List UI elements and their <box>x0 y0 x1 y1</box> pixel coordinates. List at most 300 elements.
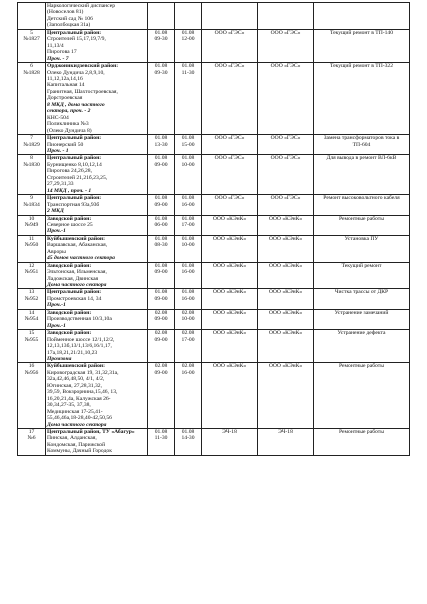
row-number: 7 <box>30 135 33 142</box>
work-description: Для вывода в ремонт ВЛ-6кВ <box>326 155 397 162</box>
table-row <box>18 289 410 309</box>
address-lines <box>47 269 146 288</box>
district-name: Заводской район: <box>47 215 92 222</box>
end-date: 01.08 <box>181 29 195 36</box>
row-number: 11 <box>28 235 35 242</box>
start-time: 09-00 <box>154 295 168 302</box>
start-date: 01.08 <box>154 29 168 36</box>
date-cell <box>148 195 175 215</box>
start-date: 01.08 <box>154 215 168 222</box>
address-line: Дома частного сектора <box>47 282 107 289</box>
organization-name: ООО «ГЭС» <box>214 63 245 70</box>
address-line: Пирогова 24,26,28, <box>47 168 93 175</box>
address-line: Поликлиника №3 <box>47 121 89 128</box>
work-description: Ремонтные работы <box>339 429 384 435</box>
address-cell <box>46 63 148 135</box>
start-date: 01.08 <box>154 155 168 162</box>
work-description: Установка ПУ <box>344 235 379 242</box>
address-line: Олеко Дундича 2,8,9,10, <box>47 69 105 76</box>
address-lines <box>47 370 146 428</box>
work-cell <box>314 3 410 30</box>
address-line: КНС-504 <box>47 114 69 121</box>
row-request-id: №954 <box>24 316 39 323</box>
address-line: Северное шоссе 25 <box>47 221 93 228</box>
start-date: 01.08 <box>154 289 168 296</box>
address-cell <box>46 309 148 329</box>
organization-cell <box>202 309 258 329</box>
row-request-id: №6 <box>27 435 36 442</box>
address-line: Дома частного сектора <box>47 421 107 428</box>
start-time: 09-30 <box>154 69 168 76</box>
address-line: 8 МКД , дома частного <box>47 101 105 108</box>
end-date: 01.08 <box>181 135 195 142</box>
work-description: Ремонтные работы <box>339 215 384 222</box>
end-date: 02.08 <box>181 363 195 370</box>
address-line: Пирогова 17 <box>47 49 77 56</box>
organization-cell <box>202 135 258 155</box>
row-number: 12 <box>28 262 35 269</box>
table-row <box>18 309 410 329</box>
end-cell <box>175 363 202 429</box>
address-line: Кондомская, Парижской <box>47 441 106 448</box>
address-lines <box>47 162 146 194</box>
district-name: Куйбышевский район: <box>47 235 105 242</box>
end-time: 17-00 <box>181 221 195 228</box>
end-date: 01.08 <box>181 195 195 202</box>
executor-cell <box>258 63 314 135</box>
end-time: 16-00 <box>181 369 195 376</box>
work-cell <box>314 63 410 135</box>
address-lines <box>47 337 146 363</box>
executor-cell <box>258 289 314 309</box>
address-line: 55,46,46а,18-28,40-42,50,56 <box>47 415 112 422</box>
start-time: 09-00 <box>154 316 168 323</box>
organization-cell <box>202 3 258 30</box>
address-line: Проч.-1 <box>47 302 66 309</box>
date-cell <box>148 215 175 235</box>
end-date: 01.08 <box>181 429 195 435</box>
address-line: Авроры <box>47 248 66 255</box>
address-line: 17а,18,21,21/21,10,23 <box>47 349 98 356</box>
table-row <box>18 330 410 363</box>
end-time: 10-00 <box>181 242 195 249</box>
district-name: Куйбышевский район: <box>47 363 105 370</box>
table-row <box>18 155 410 195</box>
row-number-cell <box>18 63 46 135</box>
work-cell <box>314 289 410 309</box>
work-cell <box>314 429 410 456</box>
address-line: Югинская, 27,28,31,32, <box>47 382 102 389</box>
table-row <box>18 135 410 155</box>
address-line: 11,12,12а,14,16 <box>47 75 83 82</box>
executor-name: ООО «КЭнК» <box>268 363 303 370</box>
district-name: Заводской район: <box>47 330 92 337</box>
end-date: 01.08 <box>181 262 195 269</box>
end-cell <box>175 29 202 62</box>
start-time: 09-30 <box>154 36 168 43</box>
address-line: Проч. - 7 <box>47 55 69 62</box>
work-description: Ремонт высоковольтного кабеля <box>323 195 400 202</box>
executor-name: ООО «КЭнК» <box>268 330 303 337</box>
address-lines <box>47 316 146 329</box>
start-date: 01.08 <box>154 262 168 269</box>
address-line: 39,59, Вокзрорнина,15,46, 13, <box>47 389 118 396</box>
table-row <box>18 29 410 62</box>
organization-name: ООО «КЭнК» <box>212 289 247 296</box>
work-description: Устранение дефекта <box>337 330 386 337</box>
executor-cell <box>258 215 314 235</box>
district-name: Центральный район: <box>47 135 102 142</box>
row-number-cell <box>18 235 46 262</box>
end-date: 01.08 <box>181 289 195 296</box>
row-number: 14 <box>28 309 35 316</box>
row-request-id: №950 <box>24 242 39 249</box>
address-cell <box>46 215 148 235</box>
address-line: Кировоградская 19, 31,32,31а, <box>47 369 119 376</box>
work-cell <box>314 235 410 262</box>
end-cell <box>175 155 202 195</box>
end-cell <box>175 3 202 30</box>
organization-cell <box>202 289 258 309</box>
executor-name: ООО «ГЭС» <box>270 195 301 202</box>
end-cell <box>175 262 202 289</box>
date-cell <box>148 29 175 62</box>
date-cell <box>148 262 175 289</box>
end-time: 16-00 <box>181 201 195 208</box>
address-lines <box>47 435 146 454</box>
address-line: 27,29,31,33 <box>47 181 74 188</box>
address-line: Проч.-1 <box>47 322 66 329</box>
organization-name: ООО «КЭнК» <box>212 309 247 316</box>
executor-name: ООО «КЭнК» <box>268 262 303 269</box>
end-cell <box>175 63 202 135</box>
start-date: 01.08 <box>154 195 168 202</box>
address-line: Строителей 15,17,19,7/9, <box>47 36 106 43</box>
organization-name: ООО «КЭнК» <box>212 235 247 242</box>
document-page <box>17 2 409 456</box>
organization-name: ООО «ГЭС» <box>214 135 245 142</box>
executor-name: ООО «ГЭС» <box>270 155 301 162</box>
row-number: 6 <box>30 63 33 70</box>
district-name: Центральный район: <box>47 195 102 202</box>
work-cell <box>314 195 410 215</box>
date-cell <box>148 155 175 195</box>
address-line: сектора, проч. - 2 <box>47 108 91 115</box>
start-time: 09-00 <box>154 269 168 276</box>
end-date: 01.08 <box>181 155 195 162</box>
address-line: Промстроевская 14, 34 <box>47 295 102 302</box>
row-number: 9 <box>30 195 33 202</box>
work-description: Текущий ремонт в ТП-322 <box>329 63 394 70</box>
end-time: 12-00 <box>181 36 195 43</box>
end-time: 17-00 <box>181 336 195 343</box>
table-row <box>18 262 410 289</box>
work-description: Ремонтные работы <box>339 363 384 370</box>
district-name: Заводской район: <box>47 309 92 316</box>
date-cell <box>148 135 175 155</box>
executor-cell <box>258 3 314 30</box>
executor-name: ООО «ГЭС» <box>270 63 301 70</box>
address-line: 12,13,13б,13/1,13/6,16/1,17, <box>47 343 112 350</box>
end-time: 11-30 <box>181 69 195 76</box>
organization-name: ЭЧ-18 <box>222 429 237 435</box>
work-cell <box>314 330 410 363</box>
address-lines <box>47 222 146 235</box>
table-row <box>18 235 410 262</box>
address-line: Проч.-1 <box>47 228 66 235</box>
work-description: Замена трансформаторов тока в ТП-604 <box>323 135 401 148</box>
row-number-cell <box>18 363 46 429</box>
address-line: 11,13/4 <box>47 42 64 49</box>
row-number-cell <box>18 29 46 62</box>
end-date: 02.08 <box>181 330 195 337</box>
end-time: 16-00 <box>181 269 195 276</box>
organization-cell <box>202 155 258 195</box>
work-cell <box>314 363 410 429</box>
address-line: Пойменное шоссе 12/1,12/2, <box>47 336 115 343</box>
start-date: 01.08 <box>154 235 168 242</box>
end-cell <box>175 135 202 155</box>
work-description: Чистка трассы от ДКР <box>334 289 389 296</box>
address-line: 45 домов частного сектора <box>47 255 115 262</box>
end-cell <box>175 429 202 456</box>
executor-cell <box>258 363 314 429</box>
end-cell <box>175 195 202 215</box>
address-line: Промзона <box>47 356 72 363</box>
executor-cell <box>258 262 314 289</box>
end-cell <box>175 309 202 329</box>
executor-name: ООО «КЭнК» <box>268 309 303 316</box>
row-request-id: №952 <box>24 295 39 302</box>
address-line: Наркологический диспансер <box>47 3 115 9</box>
address-line: (Олеко Дундича 8) <box>47 127 92 134</box>
table-row <box>18 63 410 135</box>
date-cell <box>148 235 175 262</box>
row-number: 10 <box>28 215 35 222</box>
address-cell <box>46 330 148 363</box>
table-row <box>18 363 410 429</box>
executor-name: ООО «ГЭС» <box>270 135 301 142</box>
date-cell <box>148 3 175 30</box>
organization-name: ООО «КЭнК» <box>212 215 247 222</box>
address-line: 32а,42,46,48,50, 4/1, 4/2, <box>47 376 105 383</box>
end-time: 15-00 <box>181 141 195 148</box>
address-line: Ладожская, Двинская <box>47 275 99 282</box>
work-description: Устранение замечаний <box>334 309 389 316</box>
work-cell <box>314 29 410 62</box>
row-number-cell <box>18 429 46 456</box>
executor-cell <box>258 235 314 262</box>
address-cell <box>46 29 148 62</box>
address-line: Детский сад № 106 <box>47 15 93 22</box>
address-line: (Новоселов 81) <box>47 9 84 16</box>
start-time: 09-00 <box>154 336 168 343</box>
address-cell <box>46 289 148 309</box>
end-cell <box>175 330 202 363</box>
end-time: 10-00 <box>181 161 195 168</box>
address-line: Медицинская 17-25,41- <box>47 408 103 415</box>
district-name: Заводской район: <box>47 262 92 269</box>
work-cell <box>314 155 410 195</box>
row-number-cell <box>18 195 46 215</box>
organization-name: ООО «ГЭС» <box>214 29 245 36</box>
address-cell <box>46 135 148 155</box>
organization-cell <box>202 195 258 215</box>
organization-cell <box>202 63 258 135</box>
start-time: 08-30 <box>154 242 168 249</box>
organization-name: ООО «КЭнК» <box>212 363 247 370</box>
executor-name: ООО «КЭнК» <box>268 215 303 222</box>
address-line: 14 МКД , проч. - 1 <box>47 187 92 194</box>
organization-name: ООО «ГЭС» <box>214 195 245 202</box>
address-cell <box>46 235 148 262</box>
row-number-cell <box>18 289 46 309</box>
district-name: Центральный район: <box>47 289 102 296</box>
organization-cell <box>202 429 258 456</box>
address-line: 16,20,21,4а, Калужская 26- <box>47 395 111 402</box>
work-cell <box>314 135 410 155</box>
address-line: Коммуны, Дачный Городок <box>47 448 112 455</box>
district-name: Центральный район: <box>47 155 102 162</box>
row-number: 17 <box>28 429 35 435</box>
start-time: 11-30 <box>154 435 168 442</box>
end-time: 16-00 <box>181 295 195 302</box>
date-cell <box>148 363 175 429</box>
end-cell <box>175 215 202 235</box>
row-number-cell <box>18 155 46 195</box>
executor-name: ООО «КЭнК» <box>268 235 303 242</box>
row-number: 5 <box>30 29 33 36</box>
row-number: 13 <box>28 289 35 296</box>
address-lines <box>47 70 146 135</box>
date-cell <box>148 289 175 309</box>
end-date: 02.08 <box>181 309 195 316</box>
organization-cell <box>202 330 258 363</box>
executor-cell <box>258 429 314 456</box>
end-time: 14-30 <box>181 435 195 442</box>
organization-name: ООО «ГЭС» <box>214 155 245 162</box>
district-name: Центральный район: <box>47 29 102 36</box>
date-cell <box>148 429 175 456</box>
table-row <box>18 3 410 30</box>
address-line: Пионерский 50 <box>47 141 84 148</box>
start-time: 13-30 <box>154 141 168 148</box>
organization-name: ООО «КЭнК» <box>212 262 247 269</box>
start-time: 09-00 <box>154 161 168 168</box>
address-cell <box>46 429 148 456</box>
address-cell <box>46 155 148 195</box>
outage-schedule-table <box>17 2 410 456</box>
row-number: 8 <box>30 155 33 162</box>
executor-name: ООО «КЭнК» <box>268 289 303 296</box>
start-date: 02.08 <box>154 309 168 316</box>
row-number-cell <box>18 215 46 235</box>
organization-cell <box>202 235 258 262</box>
end-cell <box>175 289 202 309</box>
row-request-id: №955 <box>24 336 39 343</box>
row-request-id: №956 <box>24 369 39 376</box>
address-lines <box>47 36 146 62</box>
address-line: Транспортная 93а,93б <box>47 201 100 208</box>
row-request-id: №1828 <box>23 69 40 76</box>
executor-cell <box>258 29 314 62</box>
address-cell <box>46 262 148 289</box>
end-time: 10-00 <box>181 316 195 323</box>
table-row <box>18 215 410 235</box>
address-line: Гранитная, Шахтостроевская, <box>47 88 118 95</box>
work-cell <box>314 309 410 329</box>
address-line: Производственная 10/3,10а <box>47 316 112 323</box>
work-cell <box>314 215 410 235</box>
district-name: Центральный район, ТУ «Абагур» <box>47 429 135 435</box>
address-line: Пинская, Алданская, <box>47 435 97 442</box>
address-line: Строителей 21,21б,23,25, <box>47 174 108 181</box>
address-line: Эльтонская, Ильменская, <box>47 269 107 276</box>
row-number-cell <box>18 262 46 289</box>
date-cell <box>148 330 175 363</box>
address-cell <box>46 363 148 429</box>
work-description: Текущий ремонт <box>341 262 382 269</box>
start-time: 06-00 <box>154 221 168 228</box>
row-number-cell <box>18 309 46 329</box>
row-number-cell <box>18 3 46 30</box>
address-line: 2 МКД <box>47 208 64 215</box>
row-number-cell <box>18 135 46 155</box>
address-line: Капитальная 14 <box>47 82 85 89</box>
start-date: 02.08 <box>154 330 168 337</box>
row-request-id: №951 <box>24 269 39 276</box>
address-lines <box>47 202 146 215</box>
address-lines <box>47 296 146 309</box>
start-date: 01.08 <box>154 135 168 142</box>
organization-name: ООО «КЭнК» <box>212 330 247 337</box>
address-line: Бурнищенко 8,10,12,14 <box>47 161 102 168</box>
executor-cell <box>258 195 314 215</box>
start-date: 01.08 <box>154 63 168 70</box>
table-row <box>18 195 410 215</box>
row-number: 16 <box>28 363 35 370</box>
date-cell <box>148 63 175 135</box>
address-line: Дорстроевская <box>47 95 83 102</box>
organization-cell <box>202 29 258 62</box>
executor-name: ООО «ГЭС» <box>270 29 301 36</box>
end-date: 01.08 <box>181 63 195 70</box>
row-request-id: №1827 <box>23 36 40 43</box>
address-line: (Заполбоцкая 31а) <box>47 22 91 29</box>
row-number-cell <box>18 330 46 363</box>
address-line: 30,34,27-35, 37,38, <box>47 402 91 409</box>
row-request-id: №949 <box>24 221 39 228</box>
organization-cell <box>202 262 258 289</box>
start-time: 09-00 <box>154 369 168 376</box>
end-date: 01.08 <box>181 235 195 242</box>
work-description: Текущий ремонт в ТП-140 <box>329 29 394 36</box>
executor-cell <box>258 135 314 155</box>
row-request-id: №1834 <box>23 201 40 208</box>
executor-name: ЭЧ-18 <box>278 429 293 435</box>
address-lines <box>47 142 146 155</box>
address-lines <box>47 242 146 261</box>
work-cell <box>314 262 410 289</box>
executor-cell <box>258 309 314 329</box>
end-cell <box>175 235 202 262</box>
row-number: 15 <box>28 330 35 337</box>
table-row <box>18 429 410 456</box>
start-date: 02.08 <box>154 363 168 370</box>
date-cell <box>148 309 175 329</box>
row-request-id: №1830 <box>23 161 40 168</box>
address-line: Варшавская, Абаканская, <box>47 242 108 249</box>
